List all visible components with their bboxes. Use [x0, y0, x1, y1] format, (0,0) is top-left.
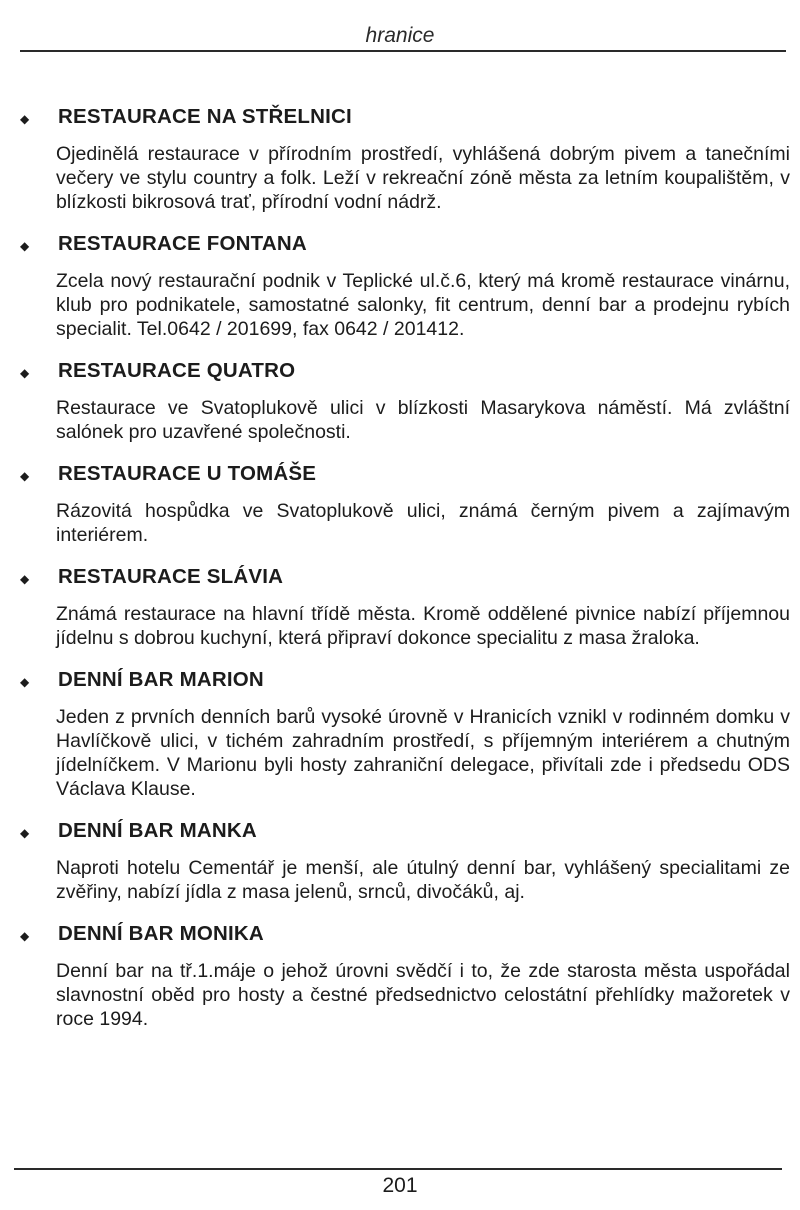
bullet-icon: ◆ [20, 929, 30, 943]
list-item [18, 666, 790, 801]
list-item [18, 563, 790, 650]
entry-description: Naproti hotelu Cementář je menší, ale útulný denní bar, vyhlášený specialitami ze zvěřiny, nabízí jídla z masa jelenů, srnců, divočáků, aj. [56, 857, 790, 903]
entry-description: Rázovitá hospůdka ve Svatoplukově ulici, známá černým pivem a zajímavým interiérem. [56, 500, 790, 546]
entry-description: Ojedinělá restaurace v přírodním prostředí, vyhlášená dobrým pivem a tanečními večery ve stylu country a folk. Leží v rekreační zóně města za letním koupalištěm, v blízkosti bikrosová trať, přírodní vodní nádrž. [56, 143, 790, 213]
list-item [18, 103, 790, 214]
bullet-icon: ◆ [20, 826, 30, 840]
entry-list [18, 103, 790, 1047]
entry-title: RESTAURACE QUATRO [58, 359, 296, 382]
entry-title: RESTAURACE U TOMÁŠE [58, 462, 317, 485]
entry-title: DENNÍ BAR MONIKA [58, 922, 264, 945]
footer-divider [14, 1168, 782, 1170]
entry-title: RESTAURACE NA STŘELNICI [58, 105, 352, 128]
bullet-icon: ◆ [20, 112, 30, 126]
list-item [18, 230, 790, 341]
list-item [18, 817, 790, 904]
entry-title: RESTAURACE SLÁVIA [58, 565, 284, 588]
list-item [18, 920, 790, 1031]
entry-description: Jeden z prvních denních barů vysoké úrovně v Hranicích vznikl v rodinném domku v Havlíčkově ulici, v tichém zahradním prostředí, s příjemným interiérem a chutným jídelníčkem. V Marionu byli hosty zahraniční delegace, přivítali zde i předsedu ODS Václava Klause. [56, 706, 790, 800]
page-number: 201 [382, 1174, 418, 1197]
entry-title: RESTAURACE FONTANA [58, 232, 307, 255]
list-item [18, 460, 790, 547]
bullet-icon: ◆ [20, 239, 30, 253]
list-item [18, 357, 790, 444]
entry-description: Zcela nový restaurační podnik v Teplické ul.č.6, který má kromě restaurace vinárnu, klub pro podnikatele, samostatné salonky, fit centrum, denní bar a prodejnu rybích specialit. Tel.0642 / 201699, fax 0642 / 201412. [56, 270, 790, 340]
entry-title: DENNÍ BAR MARION [58, 668, 264, 691]
entry-description: Restaurace ve Svatoplukově ulici v blízkosti Masarykova náměstí. Má zvláštní salónek pro uzavřené společnosti. [56, 397, 790, 443]
entry-title: DENNÍ BAR MANKA [58, 819, 257, 842]
page-header-title: hranice [365, 24, 435, 47]
bullet-icon: ◆ [20, 366, 30, 380]
bullet-icon: ◆ [20, 469, 30, 483]
entry-description: Známá restaurace na hlavní třídě města. Kromě oddělené pivnice nabízí příjemnou jídelnu s dobrou kuchyní, která připraví dokonce specialitu z masa žraloka. [56, 603, 790, 649]
header-divider [20, 50, 786, 52]
bullet-icon: ◆ [20, 572, 30, 586]
entry-description: Denní bar na tř.1.máje o jehož úrovni svědčí i to, že zde starosta města uspořádal slavnostní oběd pro hosty a čestné předsednictvo celostátní přehlídky mažoretek v roce 1994. [56, 960, 790, 1030]
bullet-icon: ◆ [20, 675, 30, 689]
